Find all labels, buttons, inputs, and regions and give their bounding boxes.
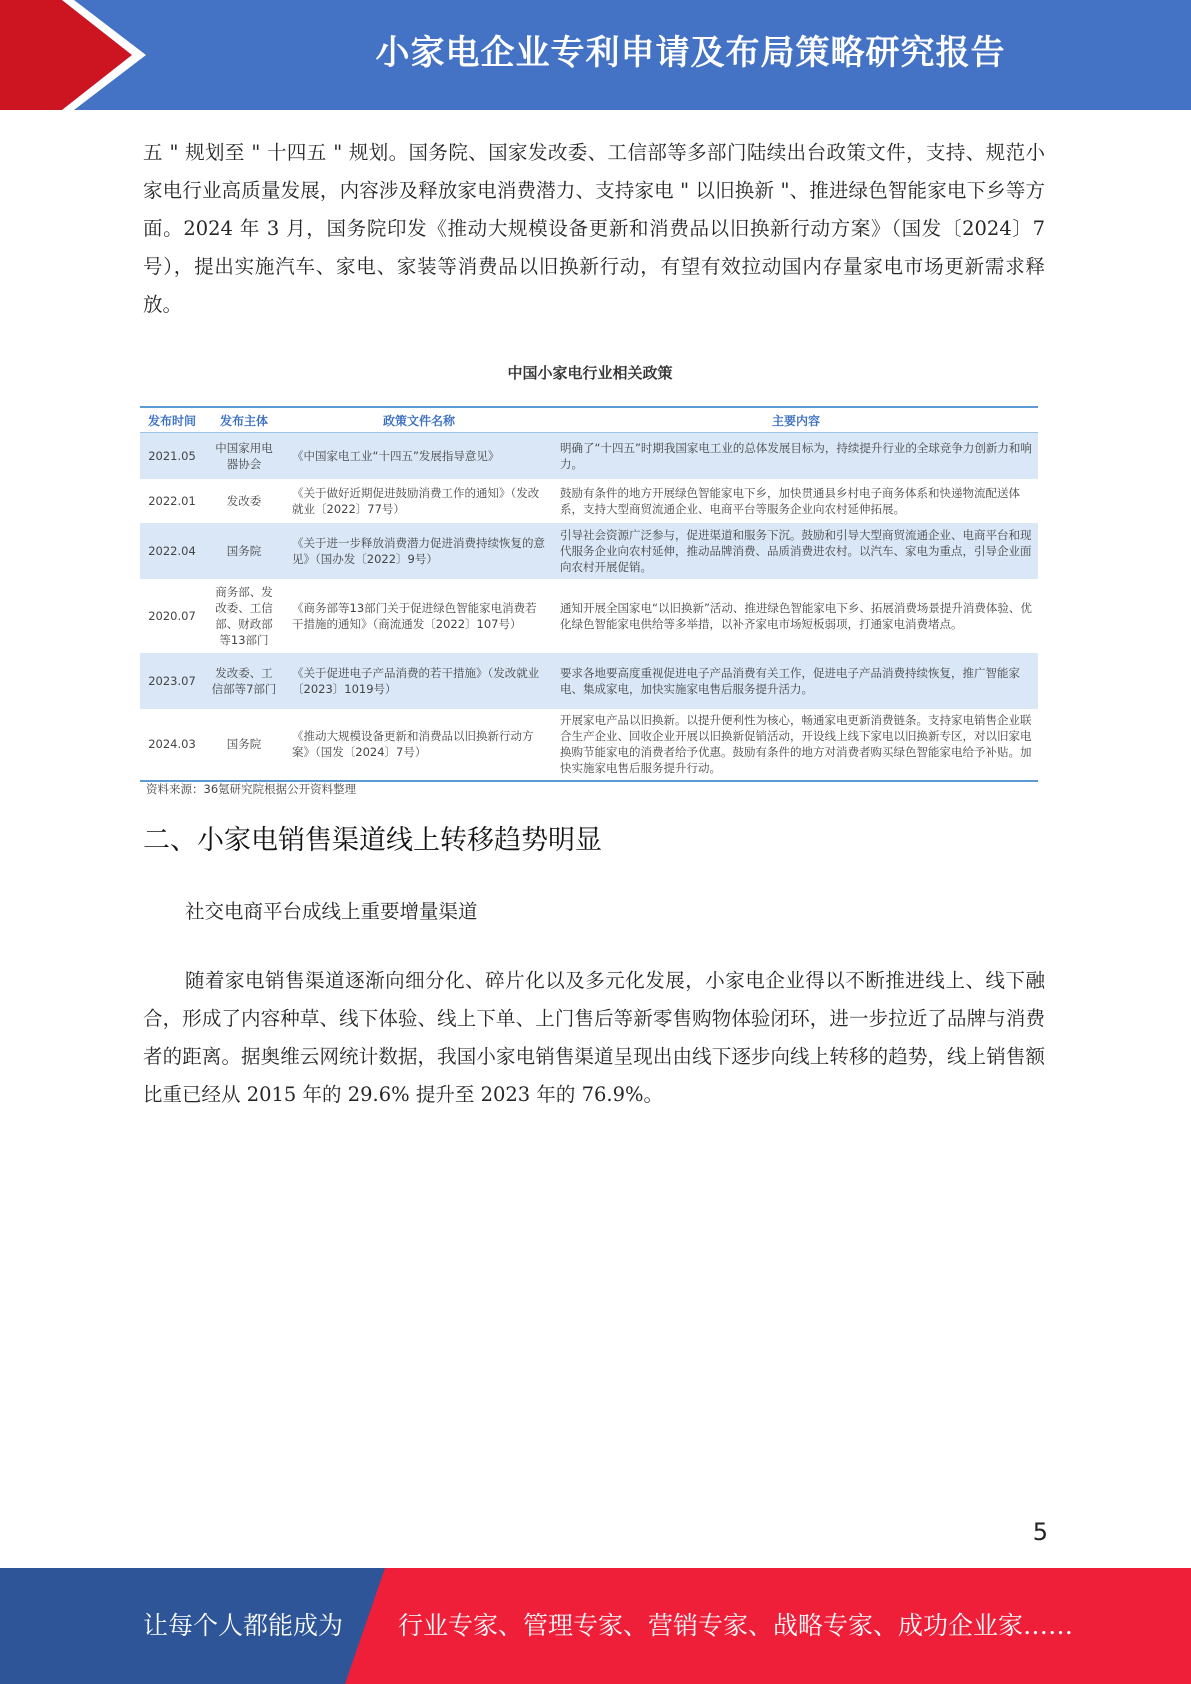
table-row	[140, 433, 1038, 479]
chevron-decoration-icon	[0, 0, 160, 110]
section-paragraph: 随着家电销售渠道逐渐向细分化、碎片化以及多元化发展，小家电企业得以不断推进线上、线下融合，形成了内容种草、线下体验、线上下单、上门售后等新零售购物体验闭环，进一步拉近了品牌与消费者的距离。据奥维云网统计数据，我国小家电销售渠道呈现出由线下逐步向线上转移的趋势，线上销售额比重已经从 2015 年的 29.6% 提升至 2023 年的 76.9%。	[143, 969, 1045, 1106]
row-issuer: 商务部、发改委、工信部、财政部等13部门	[215, 584, 273, 647]
row-content: 鼓励有条件的地方开展绿色智能家电下乡，加快贯通县乡村电子商务体系和快递物流配送体系，支持大型商贸流通企业、电商平台等服务企业向农村延伸拓展。	[560, 485, 1020, 516]
footer-slogan-right: 行业专家、管理专家、营销专家、战略专家、成功企业家……	[398, 1611, 1074, 1640]
row-date: 2022.04	[140, 523, 204, 579]
table-row	[140, 653, 1038, 709]
row-issuer: 国务院	[204, 523, 284, 579]
row-document: 《关于促进电子产品消费的若干措施》（发改就业〔2023〕1019号）	[284, 653, 554, 709]
table-title: 中国小家电行业相关政策	[507, 364, 673, 382]
row-issuer: 国务院	[226, 737, 262, 751]
row-document: 《关于做好近期促进鼓励消费工作的通知》（发改就业〔2022〕77号）	[292, 485, 540, 516]
table-row	[140, 709, 1038, 781]
report-title: 小家电企业专利申请及布局策略研究报告	[375, 33, 1006, 73]
table-header-row	[140, 407, 1038, 433]
table-row	[140, 523, 1038, 579]
row-content: 开展家电产品以旧换新。以提升便利性为核心，畅通家电更新消费链条。支持家电销售企业联合生产企业、回收企业开展以旧换新促销活动，开设线上线下家电以旧换新专区，对以旧家电换购节能家电的消费者给予优惠。鼓励有条件的地方对消费者购买绿色智能家电给予补贴。加快实施家电售后服务提升行动。	[560, 713, 1032, 775]
footer-slogan-left: 让每个人都能成为	[143, 1611, 344, 1640]
row-content: 要求各地要高度重视促进电子产品消费有关工作，促进电子产品消费持续恢复，推广智能家电、集成家电，加快实施家电售后服务提升活力。	[554, 653, 1038, 709]
header-content: 主要内容	[554, 407, 1038, 433]
row-date: 2023.07	[140, 653, 204, 709]
row-content: 通知开展全国家电“以旧换新”活动、推进绿色智能家电下乡、拓展消费场景提升消费体验、优化绿色智能家电供给等多举措，以补齐家电市场短板弱项，打通家电消费堵点。	[560, 600, 1032, 631]
row-content: 引导社会资源广泛参与，促进渠道和服务下沉。鼓励和引导大型商贸流通企业、电商平台和现代服务企业向农村延伸，推动品牌消费、品质消费进农村。以汽车、家电为重点，引导企业面向农村开展促销。	[554, 523, 1038, 579]
footer-banner	[0, 1568, 1191, 1684]
row-issuer: 发改委	[226, 493, 262, 508]
row-date: 2022.01	[148, 493, 196, 508]
row-content: 明确了“十四五”时期我国家电工业的总体发展目标为，持续提升行业的全球竞争力创新力和响力。	[554, 433, 1038, 479]
table-row	[140, 579, 1038, 653]
header-banner	[0, 0, 1191, 110]
row-issuer: 中国家用电器协会	[204, 433, 284, 479]
row-document: 《推动大规模设备更新和消费品以旧换新行动方案》（国发〔2024〕7号）	[292, 729, 534, 759]
section-heading: 二、小家电销售渠道线上转移趋势明显	[143, 825, 602, 856]
table-source-note: 资料来源：36氪研究院根据公开资料整理	[146, 782, 357, 796]
row-date: 2020.07	[148, 608, 196, 623]
policy-table	[140, 406, 1038, 782]
header-date: 发布时间	[140, 407, 204, 433]
header-document: 政策文件名称	[284, 407, 554, 433]
table-row	[140, 479, 1038, 523]
header-issuer: 发布主体	[204, 407, 284, 433]
page-number: 5	[1032, 1518, 1048, 1546]
row-issuer: 发改委、工信部等7部门	[204, 653, 284, 709]
row-document: 《关于进一步释放消费潜力促进消费持续恢复的意见》（国办发〔2022〕9号）	[284, 523, 554, 579]
row-date: 2024.03	[148, 737, 196, 751]
section-subheading: 社交电商平台成线上重要增量渠道	[185, 900, 478, 923]
row-date: 2021.05	[140, 433, 204, 479]
intro-paragraph: 五 " 规划至 " 十四五 " 规划。国务院、国家发改委、工信部等多部门陆续出台政策文件，支持、规范小家电行业高质量发展，内容涉及释放家电消费潜力、支持家电 " 以旧换新 "、推进绿色智能家电下乡等方面。2024 年 3 月，国务院印发《推动大规模设备更新和消费品以旧换新行动方案》（国发〔2024〕7 号），提出实施汽车、家电、家装等消费品以旧换新行动，有望有效拉动国内存量家电市场更新需求释放。	[143, 141, 1045, 316]
row-document: 《中国家电工业“十四五”发展指导意见》	[284, 433, 554, 479]
row-document: 《商务部等13部门关于促进绿色智能家电消费若干措施的通知》（商流通发〔2022〕107号）	[292, 600, 537, 631]
